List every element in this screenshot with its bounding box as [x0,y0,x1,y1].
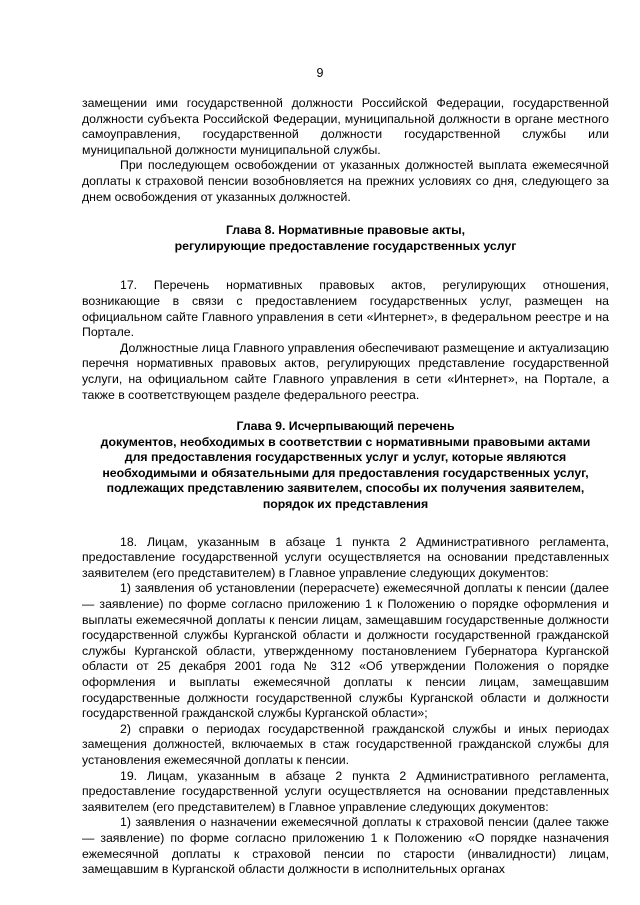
chapter-9-heading-line-5: подлежащих представлению заявителем, способы их получения заявителем, [106,481,585,496]
chapter-9-heading-line-2: документов, необходимых в соответствии с нормативными правовыми актами [100,434,591,449]
paragraph-18-item-2: 2) справки о периодах государственной гражданской службы и иных периодах замещения должностей, включаемых в стаж государственной гражданской службы для установления ежемесячной доплаты к пенсии. [82,721,609,767]
paragraph-18: 18. Лицам, указанным в абзаце 1 пункта 2 Административного регламента, предоставление государственной услуги осуществляется на основании представленных заявителем (его представителем) в Главное управление следующих документов: [82,534,609,580]
chapter-8-heading-line-1: Глава 8. Нормативные правовые акты, [225,223,466,238]
paragraph-continuation: замещении ими государственной должности Российской Федерации, государственной должности субъекта Российской Федерации, муниципальной должности в органе местного самоуправления, государственной должности государственной службы или муниципальной должности муниципальной службы. [82,96,609,157]
chapter-9-heading-line-6: порядок их представления [262,497,429,512]
paragraph-officials: Должностные лица Главного управления обеспечивают размещение и актуализацию перечня нормативных правовых актов, регулирующих представление государственной услуги, на официальном сайте Главного управления в сети «Интернет», на Портале, а также в соответствующем разделе федерального реестра. [82,340,609,402]
chapter-9-heading-line-1: Глава 9. Исчерпывающий перечень [236,419,455,434]
page-number: 9 [316,66,324,80]
chapter-9-heading [82,419,609,513]
paragraph-release-from-office: При последующем освобождении от указанных должностей выплата ежемесячной доплаты к страховой пенсии возобновляется на прежних условиях со дня, следующего за днем освобождения от указанных должностей. [82,158,609,204]
page-content [82,96,609,878]
paragraph-19-item-1: 1) заявления о назначении ежемесячной доплаты к страховой пенсии (далее также — заявление) по форме согласно приложению 1 к Положению «О порядке назначения ежемесячной доплаты к страховой пенсии по старости (инвалидности) лицам, замещавшим в Курганской области должности в исполнительных органах [82,815,609,877]
paragraph-18-item-1: 1) заявления об установлении (перерасчете) ежемесячной доплаты к пенсии (далее — заявление) по форме согласно приложению 1 к Положению о порядке оформления и выплаты ежемесячной доплаты к пенсии лицам, замещавшим государственные должности государственной службы Курганской области и должности государственной гражданской службы Курганской области, утвержденному постановлением Губернатора Курганской области от 25 декабря 2001 года № 312 «Об утверждении Положения о порядке оформления и выплаты ежемесячной доплаты к пенсии лицам, замещавшим государственные должности государственной службы Курганской области и должности государственной гражданской службы Курганской области»; [82,581,609,721]
chapter-9-heading-line-4: необходимыми и обязательными для предоставления государственных услуг, [102,465,589,480]
paragraph-17: 17. Перечень нормативных правовых актов, регулирующих отношения, возникающие в связи с предоставлением государственных услуг, размещен на официальном сайте Главного управления в сети «Интернет», в федеральном реестре и на Портале. [82,278,609,340]
chapter-8-heading [82,223,609,254]
paragraph-19: 19. Лицам, указанным в абзаце 2 пункта 2 Административного регламента, предоставление государственной услуги осуществляется на основании представленных заявителем (его представителем) в Главное управление следующих документов: [82,768,609,814]
chapter-8-heading-line-2: регулирующие предоставление государственных услуг [174,238,517,253]
chapter-9-heading-line-3: для предоставления государственных услуг и услуг, которые являются [124,450,567,465]
